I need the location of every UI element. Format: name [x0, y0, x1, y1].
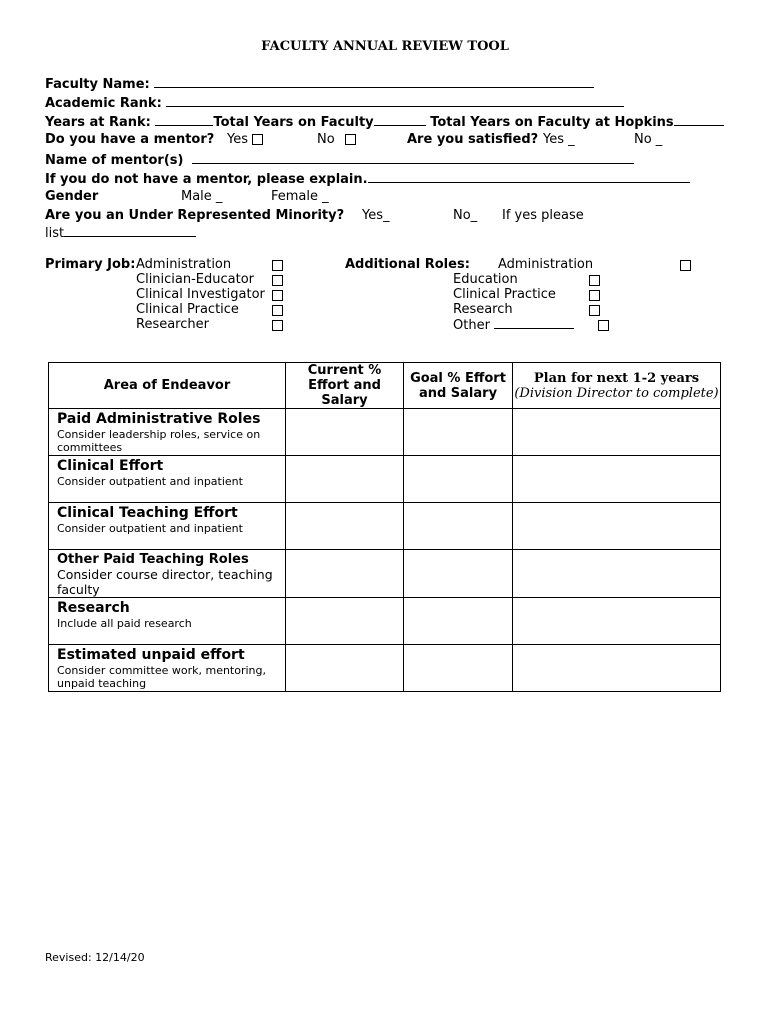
goal-effort-cell[interactable] — [404, 409, 513, 456]
row-title: Clinical Teaching Effort — [57, 505, 238, 521]
revised-date: Revised: 12/14/20 — [45, 951, 145, 964]
primary-job-checkbox[interactable] — [272, 275, 283, 286]
mentor-name-field[interactable] — [192, 151, 634, 164]
row-subtitle: Consider leadership roles, service on committees — [57, 428, 261, 454]
header-plan-title: Plan for next 1-2 years — [533, 370, 700, 386]
additional-role-checkbox[interactable] — [680, 260, 691, 271]
mentor-yes-checkbox[interactable] — [252, 134, 263, 145]
additional-role-checkbox[interactable] — [589, 290, 600, 301]
row-title: Estimated unpaid effort — [57, 647, 245, 663]
primary-job-label: Primary Job: — [45, 257, 136, 272]
faculty-name-field[interactable] — [154, 75, 594, 88]
faculty-name-label: Faculty Name: — [45, 77, 150, 92]
current-effort-cell[interactable] — [286, 503, 404, 550]
row-title: Other Paid Teaching Roles — [57, 552, 249, 567]
additional-role-checkbox[interactable] — [589, 305, 600, 316]
academic-rank-row — [45, 94, 624, 111]
urm-list-row — [45, 224, 196, 241]
area-cell — [49, 503, 286, 550]
row-title: Paid Administrative Roles — [57, 411, 261, 427]
current-effort-cell[interactable] — [286, 598, 404, 645]
primary-job-option: Clinician-Educator — [136, 272, 255, 287]
urm-list-prompt: If yes please — [502, 208, 584, 223]
row-subtitle: Consider course director, teaching faculty — [57, 567, 273, 597]
table-row — [49, 456, 721, 503]
header-current: Current % Effort and Salary — [286, 363, 404, 409]
plan-cell[interactable] — [513, 409, 721, 456]
header-plan-note: (Division Director to complete) — [514, 385, 719, 401]
gender-male[interactable]: Male _ — [181, 189, 223, 204]
years-at-rank-field[interactable] — [155, 113, 213, 126]
primary-job-checkbox[interactable] — [272, 305, 283, 316]
table-header-row — [49, 363, 721, 409]
urm-yes[interactable]: Yes_ — [362, 208, 390, 223]
goal-effort-cell[interactable] — [404, 550, 513, 598]
row-subtitle: Consider outpatient and inpatient — [57, 475, 243, 488]
urm-question: Are you an Under Represented Minority? — [45, 208, 345, 223]
row-subtitle: Consider committee work, mentoring, unpaid teaching — [57, 664, 266, 690]
table-row — [49, 409, 721, 456]
satisfied-question: Are you satisfied? — [407, 132, 539, 147]
area-cell — [49, 645, 286, 692]
row-title: Research — [57, 600, 130, 616]
gender-label: Gender — [45, 189, 99, 204]
satisfied-no[interactable]: No _ — [634, 132, 663, 147]
effort-table — [48, 362, 721, 692]
additional-role-checkbox[interactable] — [589, 275, 600, 286]
mentor-name-label: Name of mentor(s) — [45, 153, 184, 168]
row-subtitle: Consider outpatient and inpatient — [57, 522, 243, 535]
additional-role-option: Clinical Practice — [453, 287, 556, 302]
row-subtitle: Include all paid research — [57, 617, 192, 630]
additional-role-option: Research — [453, 302, 513, 317]
primary-job-checkbox[interactable] — [272, 320, 283, 331]
urm-list-field[interactable] — [64, 224, 196, 237]
plan-cell[interactable] — [513, 550, 721, 598]
area-cell — [49, 550, 286, 598]
area-cell — [49, 598, 286, 645]
additional-role-checkbox[interactable] — [598, 320, 609, 331]
area-cell — [49, 456, 286, 503]
table-row — [49, 550, 721, 598]
satisfied-yes[interactable]: Yes _ — [543, 132, 575, 147]
other-role-field[interactable] — [494, 317, 574, 329]
no-mentor-field[interactable] — [368, 170, 690, 183]
years-at-rank-label: Years at Rank: — [45, 115, 151, 130]
primary-job-option: Researcher — [136, 317, 209, 332]
primary-job-checkbox[interactable] — [272, 290, 283, 301]
urm-no[interactable]: No_ — [453, 208, 478, 223]
primary-job-option: Clinical Practice — [136, 302, 239, 317]
faculty-name-row — [45, 75, 594, 92]
total-years-hopkins-field[interactable] — [674, 113, 724, 126]
mentor-yes-option[interactable] — [227, 132, 263, 147]
additional-role-option: Education — [453, 272, 518, 287]
additional-role-other-row — [453, 317, 574, 333]
primary-job-option: Administration — [136, 257, 232, 272]
current-effort-cell[interactable] — [286, 456, 404, 503]
academic-rank-field[interactable] — [166, 94, 624, 107]
gender-female[interactable]: Female _ — [271, 189, 329, 204]
total-years-faculty-field[interactable] — [374, 113, 426, 126]
primary-job-checkbox[interactable] — [272, 260, 283, 271]
plan-cell[interactable] — [513, 503, 721, 550]
mentor-no-option[interactable] — [317, 132, 356, 147]
header-plan — [513, 363, 721, 409]
mentor-question: Do you have a mentor? — [45, 132, 215, 147]
additional-roles-label: Additional Roles: — [345, 257, 470, 272]
mentor-no-label: No — [317, 132, 335, 147]
goal-effort-cell[interactable] — [404, 645, 513, 692]
header-area: Area of Endeavor — [49, 363, 286, 409]
mentor-no-checkbox[interactable] — [345, 134, 356, 145]
years-row — [45, 113, 724, 130]
no-mentor-label: If you do not have a mentor, please explain. — [45, 172, 368, 187]
goal-effort-cell[interactable] — [404, 503, 513, 550]
plan-cell[interactable] — [513, 645, 721, 692]
goal-effort-cell[interactable] — [404, 456, 513, 503]
primary-job-option: Clinical Investigator — [136, 287, 265, 302]
additional-role-option: Administration — [498, 257, 594, 272]
current-effort-cell[interactable] — [286, 645, 404, 692]
area-cell — [49, 409, 286, 456]
header-goal: Goal % Effort and Salary — [404, 363, 513, 409]
goal-effort-cell[interactable] — [404, 598, 513, 645]
mentor-name-row — [45, 151, 634, 168]
total-years-faculty-label: Total Years on Faculty — [213, 115, 374, 130]
academic-rank-label: Academic Rank: — [45, 96, 162, 111]
plan-cell[interactable] — [513, 598, 721, 645]
primary-job-options — [136, 257, 265, 332]
urm-list-label: list — [45, 226, 65, 241]
current-effort-cell[interactable] — [286, 409, 404, 456]
table-row — [49, 598, 721, 645]
plan-cell[interactable] — [513, 456, 721, 503]
total-years-hopkins-label: Total Years on Faculty at Hopkins — [430, 115, 674, 130]
mentor-yes-label: Yes — [227, 132, 248, 147]
table-row — [49, 645, 721, 692]
form-title: FACULTY ANNUAL REVIEW TOOL — [261, 39, 509, 54]
row-title: Clinical Effort — [57, 458, 164, 474]
no-mentor-row — [45, 170, 690, 187]
table-row — [49, 503, 721, 550]
additional-role-option: Other — [453, 318, 490, 333]
current-effort-cell[interactable] — [286, 550, 404, 598]
